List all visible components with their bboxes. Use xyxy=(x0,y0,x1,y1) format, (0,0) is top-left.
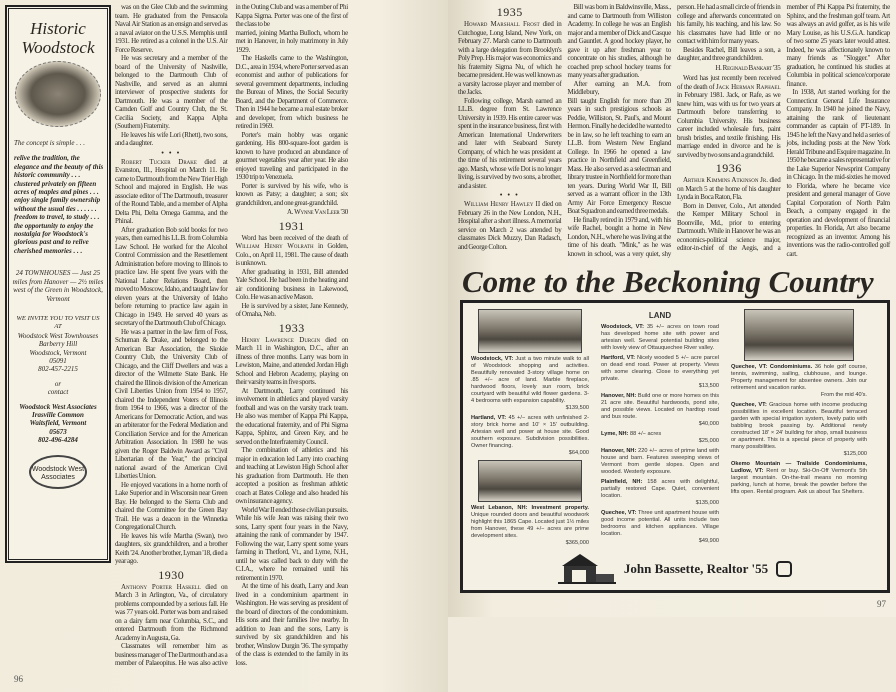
signature: H. Reginald Bankart '35 xyxy=(715,63,781,72)
land-heading: LAND xyxy=(648,311,672,320)
class-year-heading: 1933 xyxy=(278,320,305,335)
ad-footer xyxy=(471,552,879,586)
paragraph-text: died on March 5 at the home of his daughter Lynda in Boca Raton, Fla. xyxy=(677,176,781,201)
beckoning-country-ad xyxy=(460,264,890,593)
listing xyxy=(471,505,589,547)
listing-price: $49,900 xyxy=(698,538,719,544)
listings-left xyxy=(471,309,589,550)
or-text: or xyxy=(54,379,62,388)
page-number: 96 xyxy=(14,673,23,684)
listing-text: Just a two minute walk to all of Woodstock shopping and activities. Beautifully renovated 3-story village home on .85 +/− acre of land. Marble fireplace, hardwood floors, lovely sun room, brick courtyard with beautiful wild flower gardens. 3-4 bedrooms with expansion capability. xyxy=(471,356,589,404)
listing-place: Woodstock, VT: xyxy=(601,324,644,330)
paragraph-text: Word has been received of the death of xyxy=(241,233,348,242)
listing-text: Nicely wooded 5 +/− acre parcel on dead end road. Power at property. Views with some clearing. Close to everything yet private. xyxy=(601,355,720,382)
deceased-name: Howard Marshall Frost xyxy=(464,20,540,28)
listing-place: Okemo Mountain — Trailside Condominiums, Ludlow, VT: xyxy=(731,461,867,474)
listing-place: West Lebanon, NH: Investment property. xyxy=(471,505,589,511)
ad-body: relive the tradition, the elegance and the beauty of this historic community . . . clustered privately on fifteen acres of maples and pines . . . enjoy single family ownership without the usual ties . . . . . . freedom to travel, to study . . . the opportunity to enjoy the nostalgia for Woodstock's glorious past and to relive cherished memories . . . xyxy=(14,154,104,255)
condo-photo xyxy=(744,309,854,361)
deceased-name: William Henry Wolrath xyxy=(235,242,314,250)
listing-place: Quechee, VT: Condominiums. xyxy=(731,364,813,370)
separator: • • • xyxy=(161,148,182,157)
class-year-heading: 1936 xyxy=(715,161,742,175)
realtor-emblem-icon xyxy=(776,561,792,577)
listing-place: Quechee, VT: xyxy=(731,402,767,408)
paragraph: Besides Rachel, Bill leaves a son, a daughter, and three grandchildren. xyxy=(677,45,781,62)
listing-text: 158 acres with delightful, partially restored Cape. Quiet, convenient location. xyxy=(601,479,719,499)
paragraph xyxy=(236,234,349,268)
listing-price: From the mid 40's. xyxy=(820,392,867,398)
paragraph-text: died on March 3 in Arlington, Va., of circulatory problems compounded by a serious fall. He was 77 years old. Porter was born and raised on a dairy farm near Columbia, S.C., and entered Dartmouth from the Richmond Academy in Augusta, Ga. xyxy=(115,582,228,642)
paragraph: was on the Glee Club and the swimming team. He graduated from the Pensacola Naval Air Station as an ensign and served as a naval aviator on the U.S.S. Memphis until 1931. He retired as a colonel in the U.S. Air Force Reserve. xyxy=(115,3,228,54)
address-1 xyxy=(12,332,104,374)
covered-bridge-icon xyxy=(558,552,616,586)
paragraph: After earning an M.A. from Middlebury, xyxy=(567,79,671,96)
listing-place: Woodstock, VT: xyxy=(471,356,514,362)
paragraph: Bill was born in Baldwinsville, Mass., and came to Dartmouth from Williston Academy. In college he was an English major and a member of Dick and Casque and Gauntlet. A good hockey player, he gave it up after freshman year to concentrate on his studies, although he coached prep school hockey teams for many years after graduation. xyxy=(567,3,671,79)
paragraph xyxy=(115,158,228,226)
listing-price: $13,500 xyxy=(698,383,719,389)
listing-price: $139,500 xyxy=(565,405,589,411)
paragraph xyxy=(458,20,562,97)
address-line: 05673 xyxy=(49,427,67,436)
realtor-name: John Bassette, Realtor '55 xyxy=(623,561,769,576)
listing-text: Rent or buy. Ski-On-Off Vermont's 5th largest mountain. On-the-trail means no morning parking, lunch at home, break the powder before the lifts open. Rental program. Ask us about Tax Shelters. xyxy=(731,468,867,495)
obituary-columns xyxy=(458,3,890,258)
deceased-name: Robert Tucker Drake xyxy=(121,157,197,166)
listing-text: 88 +/− acres xyxy=(628,431,662,437)
paragraph: Classmates will remember him as business manager of The Dartmouth and as a member of Palaeopitus. He was also active in the Outing Club and was a member of Phi Kappa Sigma. Porter was one of the first of the class to be xyxy=(115,3,348,667)
phone: 802-496-4284 xyxy=(38,436,78,445)
paragraph xyxy=(458,200,562,251)
listing-price: $125,000 xyxy=(843,451,867,457)
ad-title-2: Woodstock xyxy=(21,38,95,57)
ad-listing-columns xyxy=(471,309,879,550)
listing-price: $135,000 xyxy=(695,500,719,506)
listing xyxy=(601,448,719,476)
listing-text: 45 +/− acres with unfinished 2-story brick home and 10' × 15' outbuilding. Artesian well and power at house site. Good southern exposure. Subdivision possibilities. Owner financing. xyxy=(471,415,589,449)
house-photo xyxy=(478,460,582,502)
listing xyxy=(601,393,719,428)
paragraph: He was secretary and a member of the board of the University of Nashville, belonged to the Dartmouth Club of Nashville, and served as an alumni interviewer of prospective students for Dartmouth. He was a member of the Camden Golf and Country Club, the St. Cecilia Society, and Kappa Alpha (Southern) Fraternity. xyxy=(115,54,228,130)
paragraph-text: in February 1981. Jack, or Rafe, as we knew him, was with us for two years at Dartmouth before transferring to Columbia University. His business career included wholesale furs, paint brush bristles, and textile finishing. His marriage ended in divorce and he is survived by two sons and a grandchild. xyxy=(677,91,781,159)
listing xyxy=(471,415,589,457)
left-page-content xyxy=(6,3,448,668)
deceased-name: William Henry Hawley II xyxy=(464,200,541,208)
listings-land xyxy=(601,311,719,548)
listing-place: Hanover, NH: xyxy=(601,393,637,399)
paragraph: At the time of his death, Larry and Jean lived in a condominium apartment in Washington. He was serving as president of the board of directors of the condominium. His sons and their families live nearby. In addition to Jean and the sons, Larry is survived by six grandchildren and his brother, Winslow Durgin '36. The sympathy of the class is extended to the family in its loss. xyxy=(235,582,348,667)
listing xyxy=(601,431,719,445)
paragraph-text: died at Evanston, Ill., Hospital on March 11. He came to Dartmouth from the New Trier High School and majored in English. He was associate editor of The Dartmouth, treasurer of the Round Table, and a member of Alpha Delta Phi, Delta Omega Gamma, and the Phinal. xyxy=(115,157,228,225)
ad-townhouses: 24 TOWNHOUSES — Just 25 miles from Hanover — 2½ miles west of the Green in Woodstock, Vermont xyxy=(12,269,104,303)
address-line: 05091 xyxy=(49,356,67,365)
paragraph: He was a partner in the law firm of Foss, Schuman & Drake, and belonged to the American Bar Association, the Skokie Country Club, the University Club of Chicago, and the Cliff Dwellers and was a director of the Wilmette State Bank. He chaired the Illinois division of the American Civil Liberties Union from 1954 to 1957, chaired the Independent Voters of Illinois from 1964 to 1966, was a director of the Americans for Democratic Action, and was an arbiterator for the Federal Mediation and Conciliation Service and for the American Arbitration Association. In 1980 he was given the Roger Baldwin Award as "Civil Libertarian of the Year," the principal national award of the American Civil Liberties Union. xyxy=(115,327,228,480)
paragraph: He is survived by a sister, Jane Kennedy, of Omaha, Neb. xyxy=(235,301,348,318)
paragraph: He leaves his wife Martha (Swan), two daughters, six grandchildren, and a brother Keith '24. Another brother, Lyman '18, died a year ago. xyxy=(115,531,228,565)
listings-right xyxy=(731,309,867,499)
house-photo xyxy=(478,309,582,353)
listing-text: Three unit apartment house with good income potential. All units include two bedrooms and kitchen appliances. Village location. xyxy=(601,510,719,537)
deceased-name: Anthony Porter Haskell xyxy=(121,582,201,591)
ad-invite: WE INVITE YOU TO VISIT US AT xyxy=(16,314,100,331)
paragraph: World War II ended those civilian pursuits. While his wife Jean was raising their two sons, Larry spent four years in the Navy, attaining the rank of commander by 1947. Following the war, Larry spent some years farming in Thetford, Vt., and Lyme, N.H., until he was called back to duty with the C.I.A., where he remained until his retirement in 1970. xyxy=(235,505,348,582)
paragraph xyxy=(115,583,228,643)
listing xyxy=(731,461,867,496)
listing xyxy=(731,364,867,399)
paragraph: He enjoyed vacations in a home north of Lake Superior and in Wisconsin near Green Bay. He belonged to the Sierra Club and chaired the Committee for the Green Bay Trail. He was a deacon in the Winnetka Congregational Church. xyxy=(115,480,228,531)
paragraph xyxy=(677,176,781,202)
address-line: Woodstock West Townhouses xyxy=(17,331,99,340)
listing-price: $64,000 xyxy=(568,450,589,456)
class-year-heading: 1930 xyxy=(158,567,185,582)
listing-text: Build one or more homes on this 21 acre site. Beautiful hardwoods, pond site, and possible views. Located on hardtop road and bus route. xyxy=(601,393,720,420)
paragraph: In 1938, Art started working for the Connecticut General Life Insurance Company. In 1940 he joined the Navy, attaining the rank of lieutenant commander as captain of PT-189. In 1945 he left the Navy and held a series of jobs, including posts at the New York Herald Tribune and Esquire magazine. In 1950 he became a sales representative for the Lake Superior Newsprint Company in Chicago. In the mid-sixties he moved to Florida, where he became vice president and general manager of Gove Capital Corporation of North Palm Beach, a company engaged in the operation and development of financial properties. In Florida, Art also became recognized as an inventor. Among his inventions was the radio-controlled golf cart. xyxy=(786,88,890,258)
paragraph: Porter is survived by his wife, who is known as Patsy; a daughter; a son; six grandchildren, and one great-grandchild. xyxy=(235,181,348,207)
listing-text: 35 +/− acres on town road has developed home site with power and artesian well. Several potential building sites with lovely view of Ottauquechee River valley. xyxy=(601,324,720,351)
listing-text: Gracious home with income producing possibilities in excellent location. Beautiful terraced garden with special irrigation system, lovely patio with babbling brook passing by. Additional newly constructed 18' × 24' building for shop, small business or apartment. This is a special piece of property with many possibilities. xyxy=(731,402,867,450)
paragraph: Bill taught English for more than 20 years in such prestigious schools as Peddie, Williston, St. Paul's, and Mount Hermon. Finally he decided he wanted to be in law, so he left teaching to earn an LL.B. from Western New England College. In 1966 he opened a law practice in Northfield and Greenfield, Mass. He also served as a selectman and library trustee in Northfield for more than ten years. During World War II, Bill served as a warrant officer in the 13th Army Air Force Emergency Rescue Boat Squadron and earned three medals. xyxy=(567,96,671,215)
listing-price: $25,000 xyxy=(698,438,719,444)
paragraph: The combination of athletics and his major in education led Larry into coaching and teaching at Lewiston High School after his graduation from Dartmouth. He then accepted a position as freshman athletic coach at Bates College and also headed his own insurance agency. xyxy=(235,446,348,505)
listing-price: $40,000 xyxy=(698,421,719,427)
ad-intro: The concept is simple . . . xyxy=(14,139,85,147)
address-line: Woodstock West Associates xyxy=(19,402,97,411)
listing-place: Quechee, VT: xyxy=(601,510,637,516)
address-line: Woodstock, Vermont xyxy=(29,348,87,357)
paragraph: After graduation Bob sold books for two years, then earned his LL.B. from Columbia Law School. He worked for the Alcohol Control Commission and the Resettlement Administration before moving to Illinois to practice law. He spent five years with the National Labor Relations Board, then moved to Moscow, Idaho, and taught law for eleven years at the University of Idaho before returning to practice law again in Chicago in 1949. He served 40 years as secretary of the Dartmouth Club of Chicago. xyxy=(115,225,228,327)
address-line: Barberry Hill xyxy=(38,340,78,349)
ad-box xyxy=(460,300,890,593)
deceased-name: Arthur Kimmins Atkinson Jr. xyxy=(683,176,768,184)
paragraph: He finally retired in 1979 and, with his wife Rachel, bought a home in New London, N.H., where he was living at the time of his death. "Mink," as he was known in school, was a very quiet, shy person. He had a small circle of friends in college and afterwards concentrated on his family, his teaching, and his law. So his classmates have had little or no contact with him for many years. xyxy=(567,3,781,258)
paragraph: Born in Denver, Colo., Art attended the Kemper Military School in Boonville, Md., prior to entering Dartmouth. While in Hanover he was an economics-political science major, editor-in-chief of the Aegis, and a member of Phi Kappa Psi fraternity, the Sphinx, and the freshman golf team. Art was always an avid golfer, as is his wife Mary Louise, as his U.S.G.A. handicap of two some 25 years later would attest. Indeed, he was affectionately known to many friends as "Slogger." After graduation, he continued his studies at Columbia in political science/corporate finance. xyxy=(677,3,890,252)
deceased-name: Jack Herman Raphael xyxy=(715,82,781,91)
paragraph-text: in Golden, Colo., on April 11, 1981. The cause of death is unknown. xyxy=(235,242,348,267)
deceased-name: Henry Lawrence Durgin xyxy=(241,335,321,344)
paragraph: He leaves his wife Lori (Rhett), two sons, and a daughter. xyxy=(115,130,228,147)
listing xyxy=(601,324,719,352)
paragraph: Porter's main hobby was organic gardening. His 800-square-foot garden is known to have produced an abundance of gourmet vegetables year after year. He also enjoyed traveling and participated in the 1930 trip to Venezuela. xyxy=(235,130,348,181)
separator: • • • xyxy=(499,191,520,199)
listing xyxy=(601,510,719,545)
listing-place: Hartland, VT: xyxy=(471,415,507,421)
class-year-heading: 1931 xyxy=(278,218,305,233)
address-line: Waitsfield, Vermont xyxy=(29,419,87,428)
listing xyxy=(731,402,867,458)
paragraph: Following college, Marsh earned an LL.B. degree from St. Lawrence University in 1939. His entire career was spent in the insurance business, first with American International Underwriters and later with Seaboard Surety Company, of which he was president at the time of his retirement several years ago. Marsh, whose wife Dot is no longer living, is survived by two sons, a brother, and a sister. xyxy=(458,96,562,190)
class-year-heading: 1935 xyxy=(496,5,523,19)
listing-place: Hartford, VT: xyxy=(601,355,635,361)
listing xyxy=(471,356,589,412)
paragraph-text: Word has just recently been received of the death of xyxy=(677,74,781,91)
paragraph-text: died on February 26 in the New London, N.H., Hospital after a short illness. A memorial service on March 2 was attended by classmates Dick Muzzy, Dan Radasch, and George Colton. xyxy=(458,200,562,251)
paragraph xyxy=(236,336,349,387)
listing-text: 36 hole golf course, tennis, swimming, sailing, clubhouse, and lounge. Property management for absentee owners. Join our retirement and vacation ranks. xyxy=(731,364,867,391)
paragraph-text: died on March 11 in Washington, D.C., after an illness of three months. Larry was born in Lewiston, Maine, and attended Jordan High School and Hebron Academy, playing on their varsity teams in five sports. xyxy=(235,335,348,386)
house-illustration xyxy=(15,61,101,127)
address-2 xyxy=(12,403,104,445)
listing-text: 220 +/− acres of prime land with house and barn. Features sweeping views of Vermont from gentle slopes. Open and wooded. Westerly exposure. xyxy=(601,448,720,475)
address-line: Irasville Common xyxy=(32,410,84,419)
page-number: 97 xyxy=(877,599,886,609)
obituary-columns xyxy=(115,3,348,668)
contact-text: contact xyxy=(47,388,69,397)
woodstock-west-logo: Woodstock West Associates xyxy=(29,455,87,489)
paragraph: After graduating in 1931, Bill attended Yale School. He had been in the heating and air conditioning business in Lakewood, Colo. He was an active Mason. xyxy=(235,267,348,301)
listing xyxy=(601,479,719,507)
paragraph-text: died in Cutchogue, Long Island, New York, on February 27. Marsh came to Dartmouth with a large delegation from Brooklyn's Poly Prep. His major was economics and his fraternity Sigma Nu, of which he became president. He was well known as a varsity lacrosse player and member of the Jacks. xyxy=(458,20,562,96)
phone: 802-457-2215 xyxy=(38,365,78,374)
paragraph: At Dartmouth, Larry continued his involvement in athletics and played varsity football and was on the varsity track team. He also was member of Kappa Phi Kappa, the educational fraternity, and of Phi Sigma Kappa, Sphinx, and Green Key, and he served on the Interfraternity Council. xyxy=(235,386,348,446)
paragraph: The Haskells came to the Washington, D.C., area in 1934, where Porter served as an economist and author of publications for several government departments, including the Bureau of Mines, the Social Security Board, and the Department of Commerce. Then in 1944 he became a real estate broker and developer, from which business he retired in 1969. xyxy=(235,54,348,130)
ad-headline: Come to the Beckoning Country xyxy=(462,264,874,299)
listing-place: Lyme, NH: xyxy=(601,431,629,437)
signature: A. Wynne Van Leer '30 xyxy=(286,208,348,216)
right-page xyxy=(448,0,896,617)
listing-place: Plainfield, NH: xyxy=(601,479,643,485)
listing-price: $365,000 xyxy=(565,540,589,546)
listing-place: Hanover, NH: xyxy=(601,448,637,454)
ad-title: Historic xyxy=(30,19,86,38)
paragraph: married, joining Martha Bulloch, whom he met in Hanover, in holy matrimony in July 1929. xyxy=(235,28,348,54)
listing-text: Unique rounded doors and beautiful woodwork highlight this 1865 Cape. Located just 1½ miles from Hanover, these 49 +/− acres are prime development sites. xyxy=(471,512,589,539)
listing xyxy=(601,355,719,390)
historic-woodstock-ad xyxy=(6,6,110,562)
paragraph xyxy=(677,74,781,159)
